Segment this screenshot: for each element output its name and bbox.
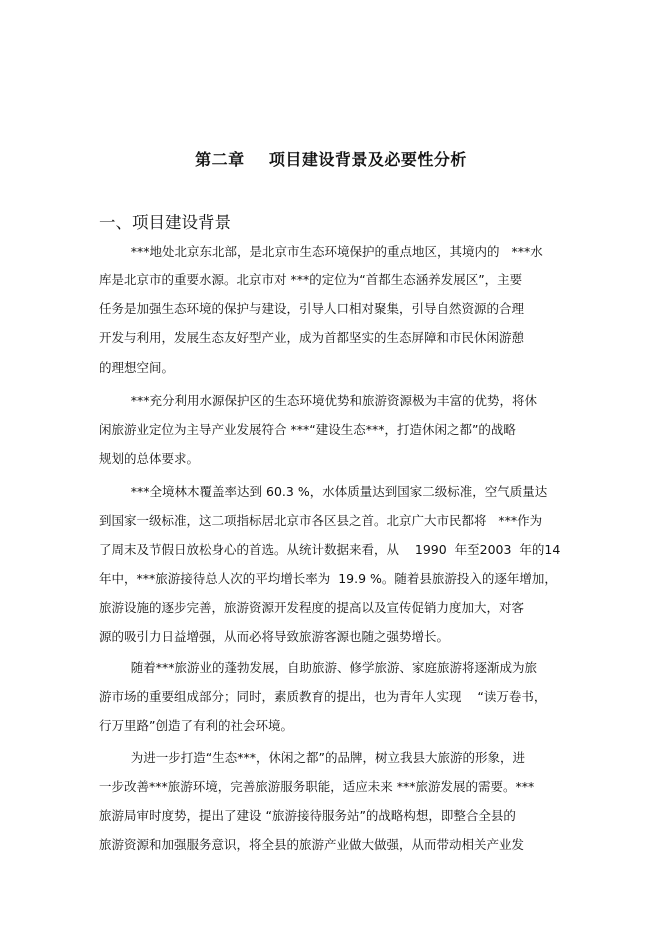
paragraph-line: 的理想空间。 [99, 360, 175, 375]
paragraph-line: 一步改善***旅游环境，完善旅游服务职能，适应未来 ***旅游发展的需要。*** [99, 779, 535, 794]
paragraph-line: 旅游设施的逐步完善，旅游资源开发程度的提高以及宣传促销力度加大，对客 [99, 600, 525, 615]
paragraph-line: 到国家一级标准，这二项指标居北京市各区县之首。北京广大市民都将 ***作为 [99, 513, 543, 528]
paragraph-line: 源的吸引力日益增强，从而必将导致旅游客源也随之强势增长。 [99, 629, 450, 644]
paragraph-line: 闲旅游业定位为主导产业发展符合 ***“建设生态***，打造休闲之都”的战略 [99, 422, 516, 437]
paragraph-line: 了周末及节假日放松身心的首选。从统计数据来看，从 1990 年至2003 年的14 [99, 542, 561, 557]
paragraph-line: 行万里路”创造了有利的社会环境。 [99, 718, 293, 733]
section-heading: 一、项目建设背景 [99, 213, 231, 232]
paragraph-line: ***地处北京东北部，是北京市生态环境保护的重点地区，其境内的 ***水 [99, 244, 543, 259]
paragraph-line: 任务是加强生态环境的保护与建设，引导人口相对聚集，引导自然资源的合理 [99, 301, 525, 316]
paragraph-line: 规划的总体要求。 [99, 451, 200, 466]
paragraph-line: ***充分利用水源保护区的生态环境优势和旅游资源极为丰富的优势，将休 [99, 393, 538, 408]
paragraph-line: 库是北京市的重要水源。北京市对 ***的定位为“首都生态涵养发展区”，主要 [99, 272, 523, 287]
paragraph-line: 年中，***旅游接待总人次的平均增长率为 19.9 %。随着县旅游投入的逐年增加， [99, 571, 557, 586]
paragraph-line: 旅游局审时度势，提出了建设 “旅游接待服务站”的战略构想，即整合全县的 [99, 808, 516, 823]
paragraph-line: 游市场的重要组成部分；同时，素质教育的提出，也为青年人实现 “读万卷书， [99, 689, 547, 704]
paragraph-line: 随着***旅游业的蓬勃发展，自助旅游、修学旅游、家庭旅游将逐渐成为旅 [99, 660, 538, 675]
paragraph-line: 开发与利用，发展生态友好型产业，成为首都坚实的生态屏障和市民休闲游憩 [99, 330, 525, 345]
paragraph-line: 旅游资源和加强服务意识，将全县的旅游产业做大做强，从而带动相关产业发 [99, 837, 525, 852]
chapter-title: 第二章 项目建设背景及必要性分析 [195, 150, 467, 169]
paragraph-line: 为进一步打造“生态***，休闲之都”的品牌，树立我县大旅游的形象，进 [99, 750, 525, 765]
paragraph-line: ***全境林木覆盖率达到 60.3 %，水体质量达到国家二级标准，空气质量达 [99, 484, 548, 499]
